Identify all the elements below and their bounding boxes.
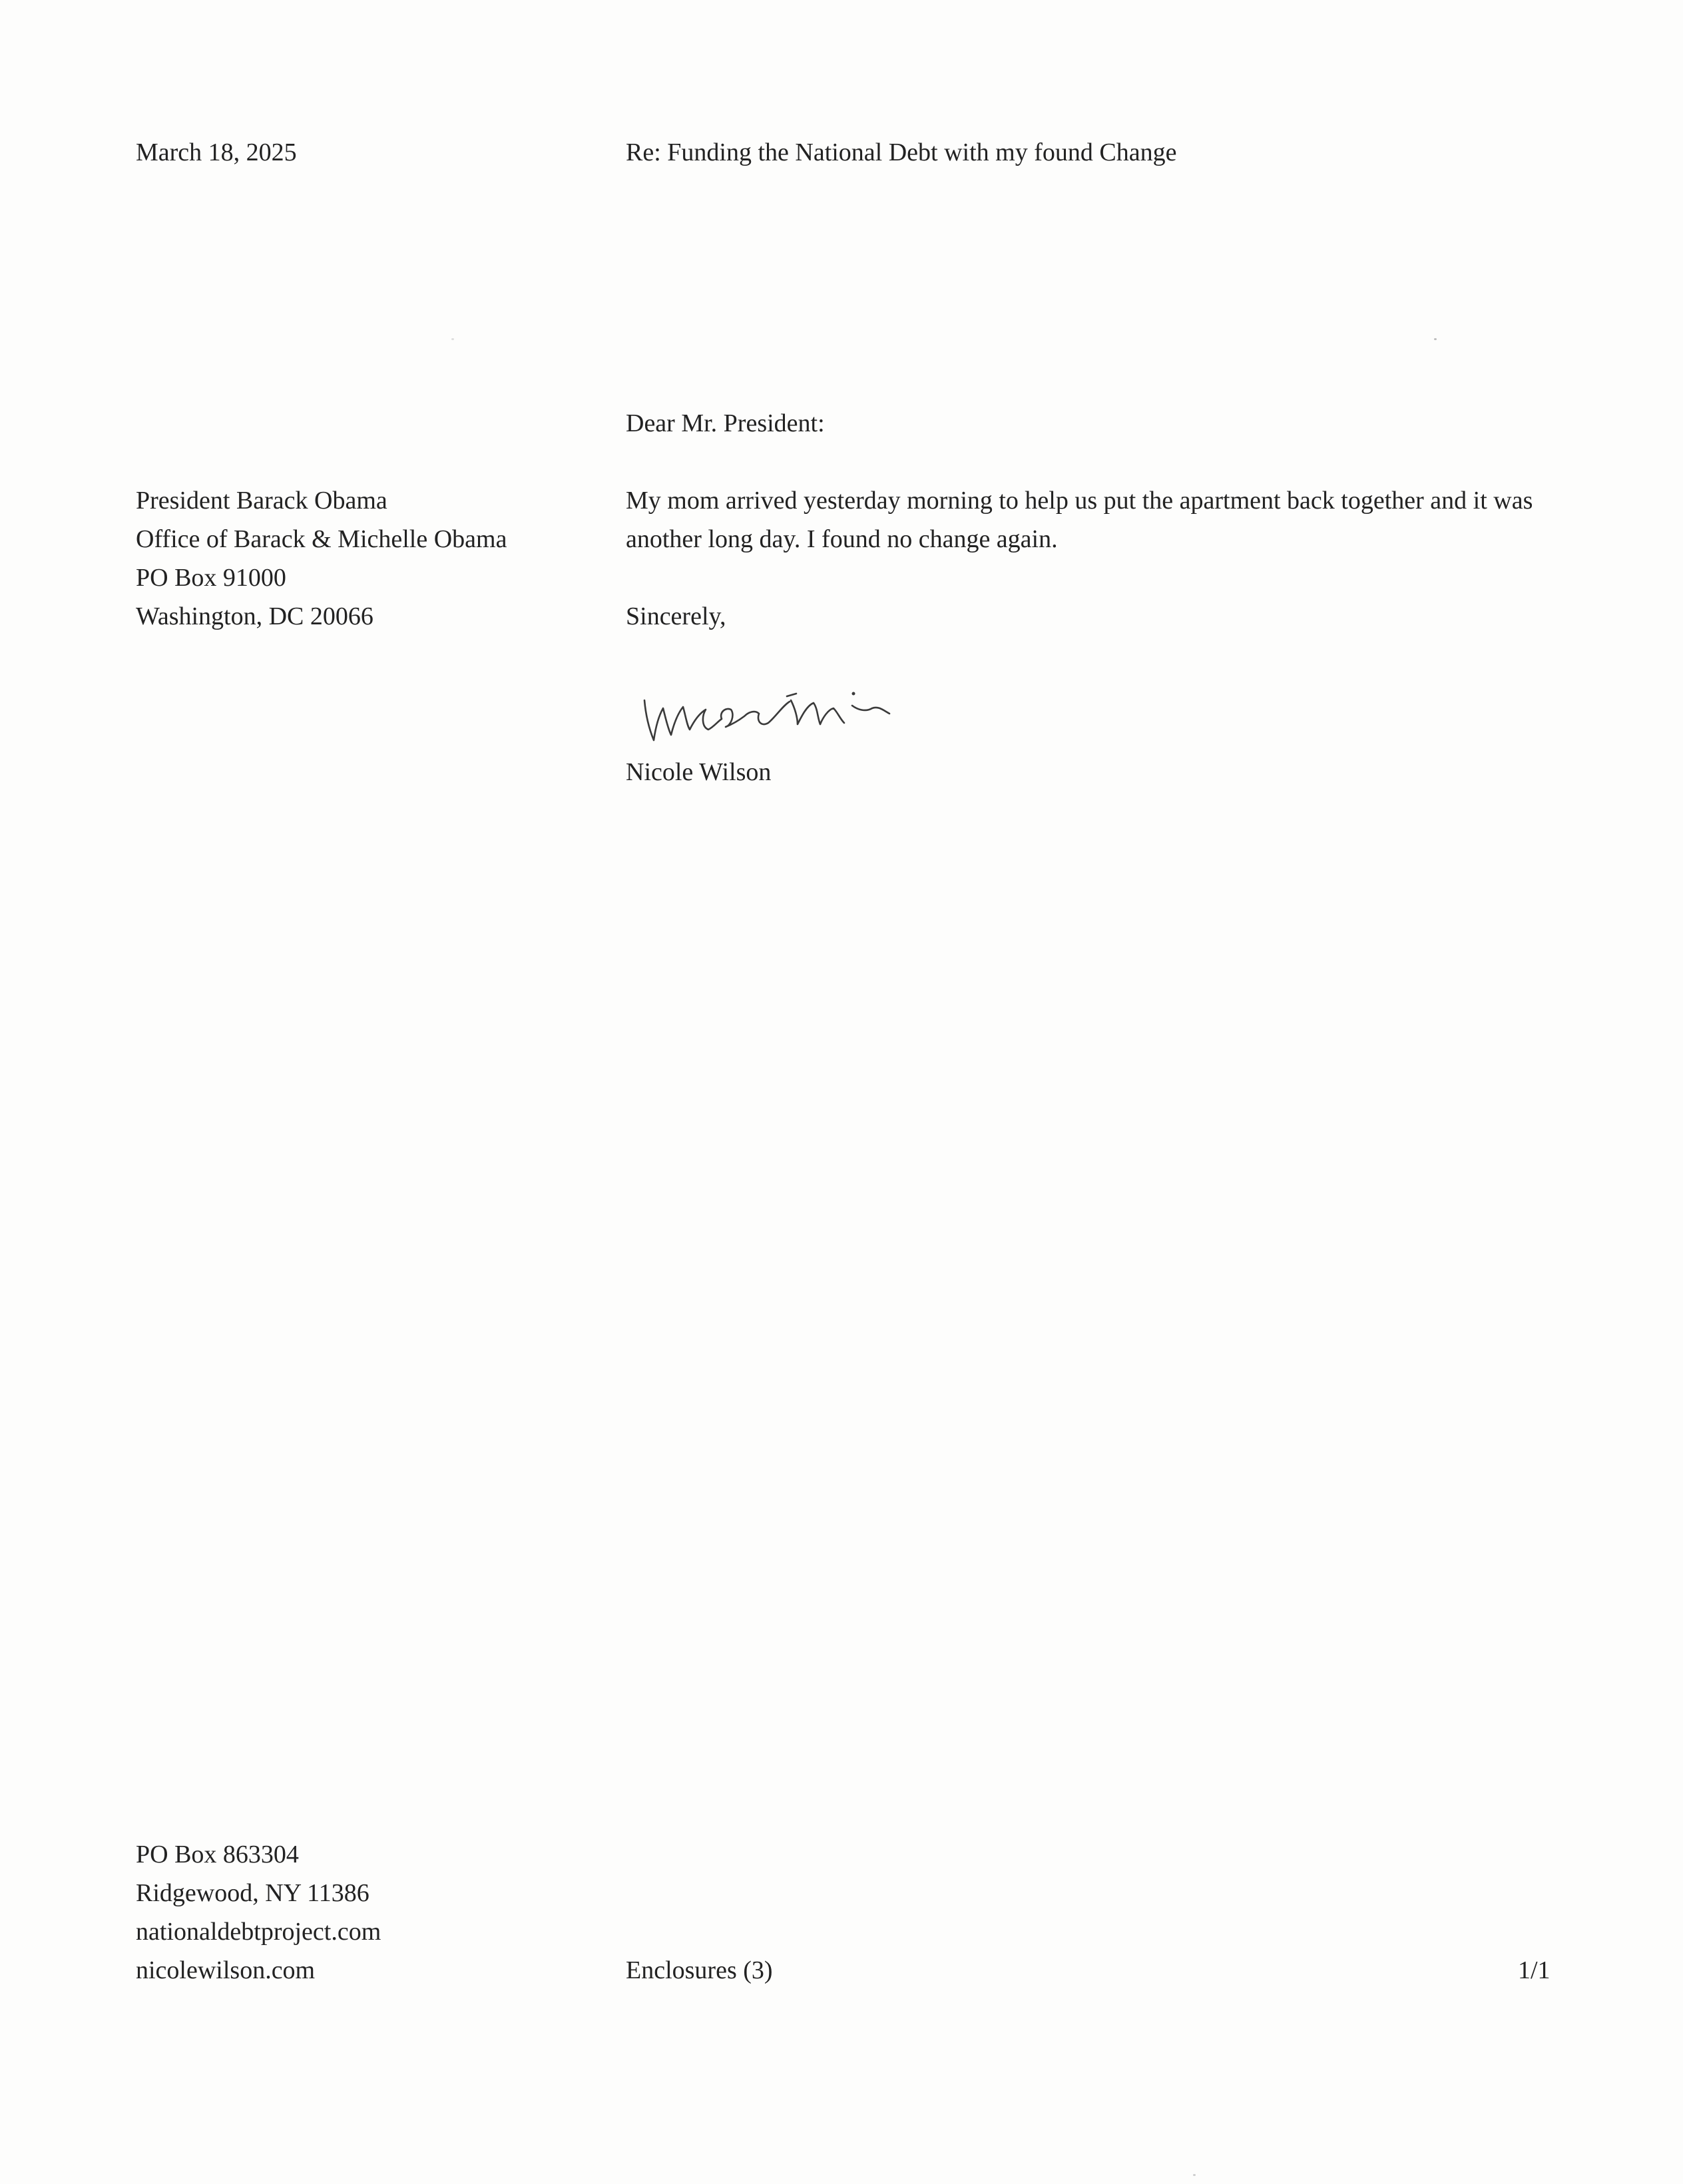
recipient-line: PO Box 91000 <box>136 564 286 592</box>
recipient-address <box>136 481 507 636</box>
signatory-name: Nicole Wilson <box>626 758 772 786</box>
letter-date: March 18, 2025 <box>136 138 297 166</box>
recipient-line: Office of Barack & Michelle Obama <box>136 525 507 553</box>
recipient-line: Washington, DC 20066 <box>136 602 373 630</box>
scan-speck <box>1434 338 1437 340</box>
return-address <box>136 1835 381 1990</box>
letter-subject: Re: Funding the National Debt with my found Change <box>626 138 1177 166</box>
page-number: 1/1 <box>1518 1956 1551 1984</box>
return-address-line: PO Box 863304 <box>136 1841 299 1868</box>
recipient-line: President Barack Obama <box>136 487 387 515</box>
scan-speck <box>1193 2174 1196 2176</box>
return-address-line: Ridgewood, NY 11386 <box>136 1879 369 1907</box>
scan-speck <box>451 338 454 340</box>
salutation: Dear Mr. President: <box>626 409 825 437</box>
handwritten-signature <box>632 666 965 752</box>
letter-body: My mom arrived yesterday morning to help us put the apartment back together and it was another long day. I found no change again. <box>626 487 1533 553</box>
closing: Sincerely, <box>626 602 726 630</box>
return-address-line: nationaldebtproject.com <box>136 1918 381 1946</box>
enclosures-note: Enclosures (3) <box>626 1956 773 1984</box>
return-address-line: nicolewilson.com <box>136 1956 316 1984</box>
